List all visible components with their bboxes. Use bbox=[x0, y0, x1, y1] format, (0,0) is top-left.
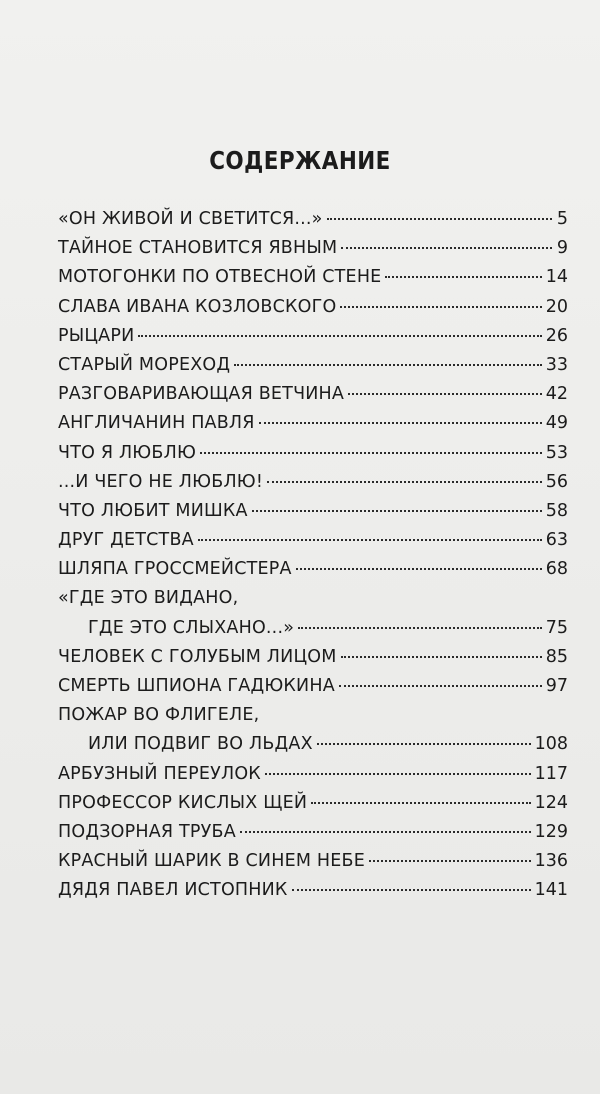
dot-leader bbox=[369, 859, 531, 862]
toc-entry-title: ДРУГ ДЕТСТВА bbox=[58, 530, 194, 551]
toc-entry-title: КРАСНЫЙ ШАРИК В СИНЕМ НЕБЕ bbox=[58, 851, 365, 872]
dot-leader bbox=[200, 451, 542, 454]
toc-entry-title: МОТОГОНКИ ПО ОТВЕСНОЙ СТЕНЕ bbox=[58, 267, 382, 288]
toc-entry-title: АРБУЗНЫЙ ПЕРЕУЛОК bbox=[58, 763, 261, 784]
toc-entry-title: ПОДЗОРНАЯ ТРУБА bbox=[58, 821, 236, 842]
toc-entry-title: ЧТО ЛЮБИТ МИШКА bbox=[58, 500, 248, 521]
toc-entry bbox=[58, 672, 568, 701]
dot-leader bbox=[327, 217, 552, 220]
toc-page-number: 49 bbox=[545, 413, 568, 434]
toc-page-number: 124 bbox=[534, 792, 568, 813]
toc-page-number: 141 bbox=[534, 880, 568, 901]
toc-entry-title: ГДЕ ЭТО СЛЫХАНО...» bbox=[88, 617, 295, 638]
dot-leader bbox=[240, 830, 531, 833]
toc-page-number: 75 bbox=[545, 617, 568, 638]
toc-entry bbox=[58, 555, 568, 584]
toc-entry-title: ДЯДЯ ПАВЕЛ ИСТОПНИК bbox=[58, 880, 288, 901]
toc-entry-title: РЫЦАРИ bbox=[58, 325, 135, 346]
toc-entry-line bbox=[58, 818, 568, 847]
toc-entry-title: «ОН ЖИВОЙ И СВЕТИТСЯ...» bbox=[58, 209, 323, 229]
dot-leader bbox=[138, 334, 541, 337]
toc-entry-title: ЧТО Я ЛЮБЛЮ bbox=[58, 442, 197, 463]
toc-entry-title: АНГЛИЧАНИН ПАВЛЯ bbox=[58, 413, 255, 434]
toc-entry-line bbox=[58, 643, 568, 672]
toc-entry bbox=[58, 205, 568, 234]
toc-entry-line bbox=[58, 351, 568, 380]
dot-leader bbox=[234, 363, 541, 366]
dot-leader bbox=[259, 421, 542, 424]
toc-entry-title: ШЛЯПА ГРОССМЕЙСТЕРА bbox=[58, 559, 292, 580]
toc-entry-title: СЛАВА ИВАНА КОЗЛОВСКОГО bbox=[58, 296, 337, 317]
toc-entry-title: ПОЖАР ВО ФЛИГЕЛЕ, bbox=[58, 705, 260, 726]
dot-leader bbox=[198, 538, 542, 541]
toc-entry-line bbox=[58, 614, 568, 643]
toc-entry-title: ЧЕЛОВЕК С ГОЛУБЫМ ЛИЦОМ bbox=[58, 646, 337, 667]
toc-page-number: 26 bbox=[545, 325, 568, 346]
toc-page-number: 5 bbox=[556, 209, 568, 229]
toc-entry-title: ПРОФЕССОР КИСЛЫХ ЩЕЙ bbox=[58, 792, 308, 813]
toc-entry-line bbox=[58, 497, 568, 526]
dot-leader bbox=[298, 626, 542, 629]
toc-entry bbox=[58, 234, 568, 263]
toc-entry-line bbox=[58, 789, 568, 818]
toc-entry bbox=[58, 789, 568, 818]
toc-page-number: 14 bbox=[545, 267, 568, 288]
dot-leader bbox=[317, 742, 531, 745]
toc-page-number: 97 bbox=[545, 676, 568, 697]
toc-entry-line bbox=[58, 526, 568, 555]
toc-entry-title: СМЕРТЬ ШПИОНА ГАДЮКИНА bbox=[58, 676, 335, 697]
toc-entry-line bbox=[58, 322, 568, 351]
toc-entry bbox=[58, 439, 568, 468]
toc-entry-title: СТАРЫЙ МОРЕХОД bbox=[58, 354, 231, 375]
dot-leader bbox=[311, 801, 530, 804]
toc-page-number: 85 bbox=[545, 646, 568, 667]
toc-entry bbox=[58, 584, 568, 642]
toc-page-number: 56 bbox=[545, 471, 568, 492]
toc-entry bbox=[58, 409, 568, 438]
toc-entry bbox=[58, 468, 568, 497]
toc-page-number: 63 bbox=[545, 530, 568, 551]
dot-leader bbox=[341, 655, 542, 658]
toc-entry-line bbox=[58, 409, 568, 438]
toc-entry bbox=[58, 760, 568, 789]
toc-entry bbox=[58, 263, 568, 292]
toc-entry-line bbox=[58, 234, 568, 263]
toc-entry bbox=[58, 322, 568, 351]
toc-entry-line bbox=[58, 847, 568, 876]
toc-entry bbox=[58, 643, 568, 672]
toc-page-number: 53 bbox=[545, 442, 568, 463]
toc-entry-line bbox=[58, 876, 568, 905]
toc-entry-title: ...И ЧЕГО НЕ ЛЮБЛЮ! bbox=[58, 471, 264, 492]
toc-entry bbox=[58, 380, 568, 409]
toc-entry bbox=[58, 351, 568, 380]
toc-entry bbox=[58, 847, 568, 876]
dot-leader bbox=[348, 392, 542, 395]
toc-entry-line bbox=[58, 701, 568, 730]
toc-entry-title: ТАЙНОЕ СТАНОВИТСЯ ЯВНЫМ bbox=[58, 238, 338, 259]
toc-page-number: 136 bbox=[534, 851, 568, 872]
toc-entry-title: РАЗГОВАРИВАЮЩАЯ ВЕТЧИНА bbox=[58, 384, 345, 405]
toc-entry-line bbox=[58, 263, 568, 292]
toc-page-number: 33 bbox=[545, 354, 568, 375]
toc-entry bbox=[58, 526, 568, 555]
toc-page-number: 42 bbox=[545, 384, 568, 405]
toc-entry-title: «ГДЕ ЭТО ВИДАНО, bbox=[58, 588, 239, 609]
toc-entry-line bbox=[58, 468, 568, 497]
toc-page-number: 117 bbox=[534, 763, 568, 784]
dot-leader bbox=[385, 275, 541, 278]
toc-page-number: 9 bbox=[556, 238, 568, 259]
page-title: СОДЕРЖАНИЕ bbox=[209, 146, 391, 175]
toc-entry-line bbox=[58, 760, 568, 789]
toc-page-number: 108 bbox=[534, 734, 568, 755]
toc-entry bbox=[58, 293, 568, 322]
toc-entry-line bbox=[58, 672, 568, 701]
dot-leader bbox=[296, 567, 542, 570]
toc-entry bbox=[58, 818, 568, 847]
dot-leader bbox=[267, 480, 542, 483]
toc-entry-line bbox=[58, 293, 568, 322]
toc-entry bbox=[58, 701, 568, 759]
toc-entry-line bbox=[58, 439, 568, 468]
dot-leader bbox=[252, 509, 542, 512]
toc-entry-line bbox=[58, 380, 568, 409]
dot-leader bbox=[292, 888, 531, 891]
toc-entry-line bbox=[58, 205, 568, 234]
toc-page-number: 68 bbox=[545, 559, 568, 580]
dot-leader bbox=[339, 684, 542, 687]
table-of-contents bbox=[58, 205, 568, 906]
toc-page-number: 129 bbox=[534, 821, 568, 842]
toc-entry-line bbox=[58, 730, 568, 759]
toc-page-number: 58 bbox=[545, 500, 568, 521]
dot-leader bbox=[265, 772, 531, 775]
toc-page-number: 20 bbox=[545, 296, 568, 317]
toc-entry bbox=[58, 876, 568, 905]
toc-entry bbox=[58, 497, 568, 526]
toc-entry-title: ИЛИ ПОДВИГ ВО ЛЬДАХ bbox=[88, 734, 313, 755]
dot-leader bbox=[341, 246, 552, 249]
dot-leader bbox=[340, 305, 541, 308]
toc-entry-line bbox=[58, 555, 568, 584]
toc-entry-line bbox=[58, 584, 568, 613]
